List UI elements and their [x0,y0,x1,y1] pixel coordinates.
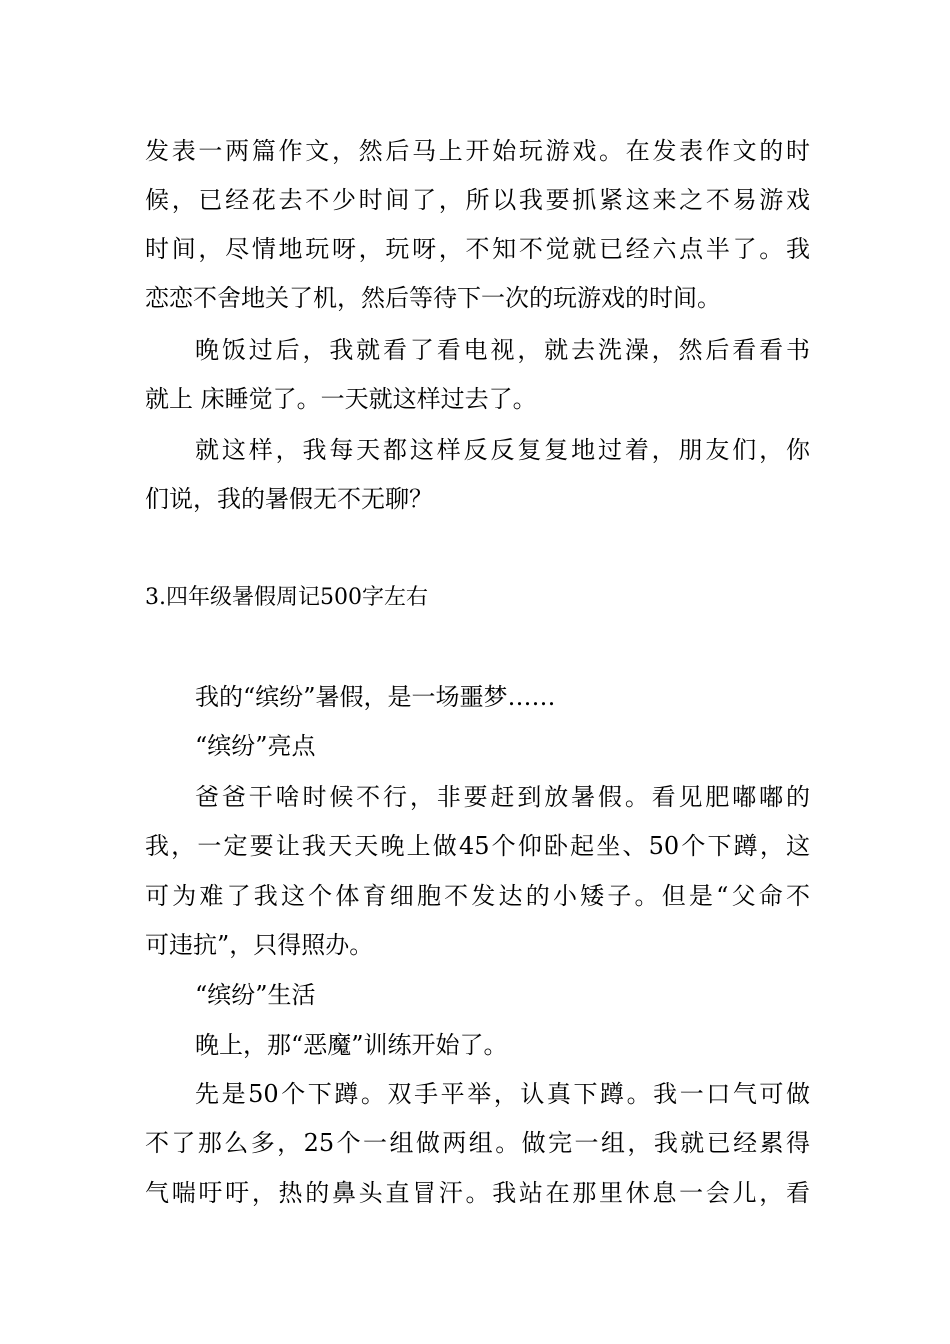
text-line: 不了那么多，25个一组做两组。做完一组，我就已经累得 [145,1129,810,1157]
text-line: 候，已经花去不少时间了，所以我要抓紧这来之不易游戏 [145,186,810,214]
text-line: 我，一定要让我天天晚上做45个仰卧起坐、50个下蹲，这 [145,832,810,860]
text-line: 晚上，那“恶魔”训练开始了。 [195,1031,508,1059]
text-line: 气喘吁吁，热的鼻头直冒汗。我站在那里休息一会儿，看 [145,1179,810,1207]
section-heading: 3.四年级暑假周记500字左右 [145,585,428,610]
text-line: 我的“缤纷”暑假，是一场噩梦…… [195,683,556,711]
subheading: “缤纷”生活 [195,981,316,1009]
text-line: 恋恋不舍地关了机，然后等待下一次的玩游戏的时间。 [145,284,721,312]
text-line: 发表一两篇作文，然后马上开始玩游戏。在发表作文的时 [145,137,810,165]
text-line: 可为难了我这个体育细胞不发达的小矮子。但是“父命不 [145,882,810,910]
text-line: 可违抗”，只得照办。 [145,931,374,959]
text-line: 就这样，我每天都这样反反复复地过着，朋友们，你 [195,436,810,464]
text-line: 时间，尽情地玩呀，玩呀，不知不觉就已经六点半了。我 [145,235,810,263]
text-line: 们说，我的暑假无不无聊？ [145,485,433,513]
text-line: 晚饭过后，我就看了看电视，就去洗澡，然后看看书 [195,336,810,364]
text-line: 就上 床睡觉了。一天就这样过去了。 [145,385,537,413]
text-line: 爸爸干啥时候不行，非要赶到放暑假。看见肥嘟嘟的 [195,783,810,811]
text-line: 先是50个下蹲。双手平举，认真下蹲。我一口气可做 [195,1080,810,1108]
subheading: “缤纷”亮点 [195,732,316,760]
